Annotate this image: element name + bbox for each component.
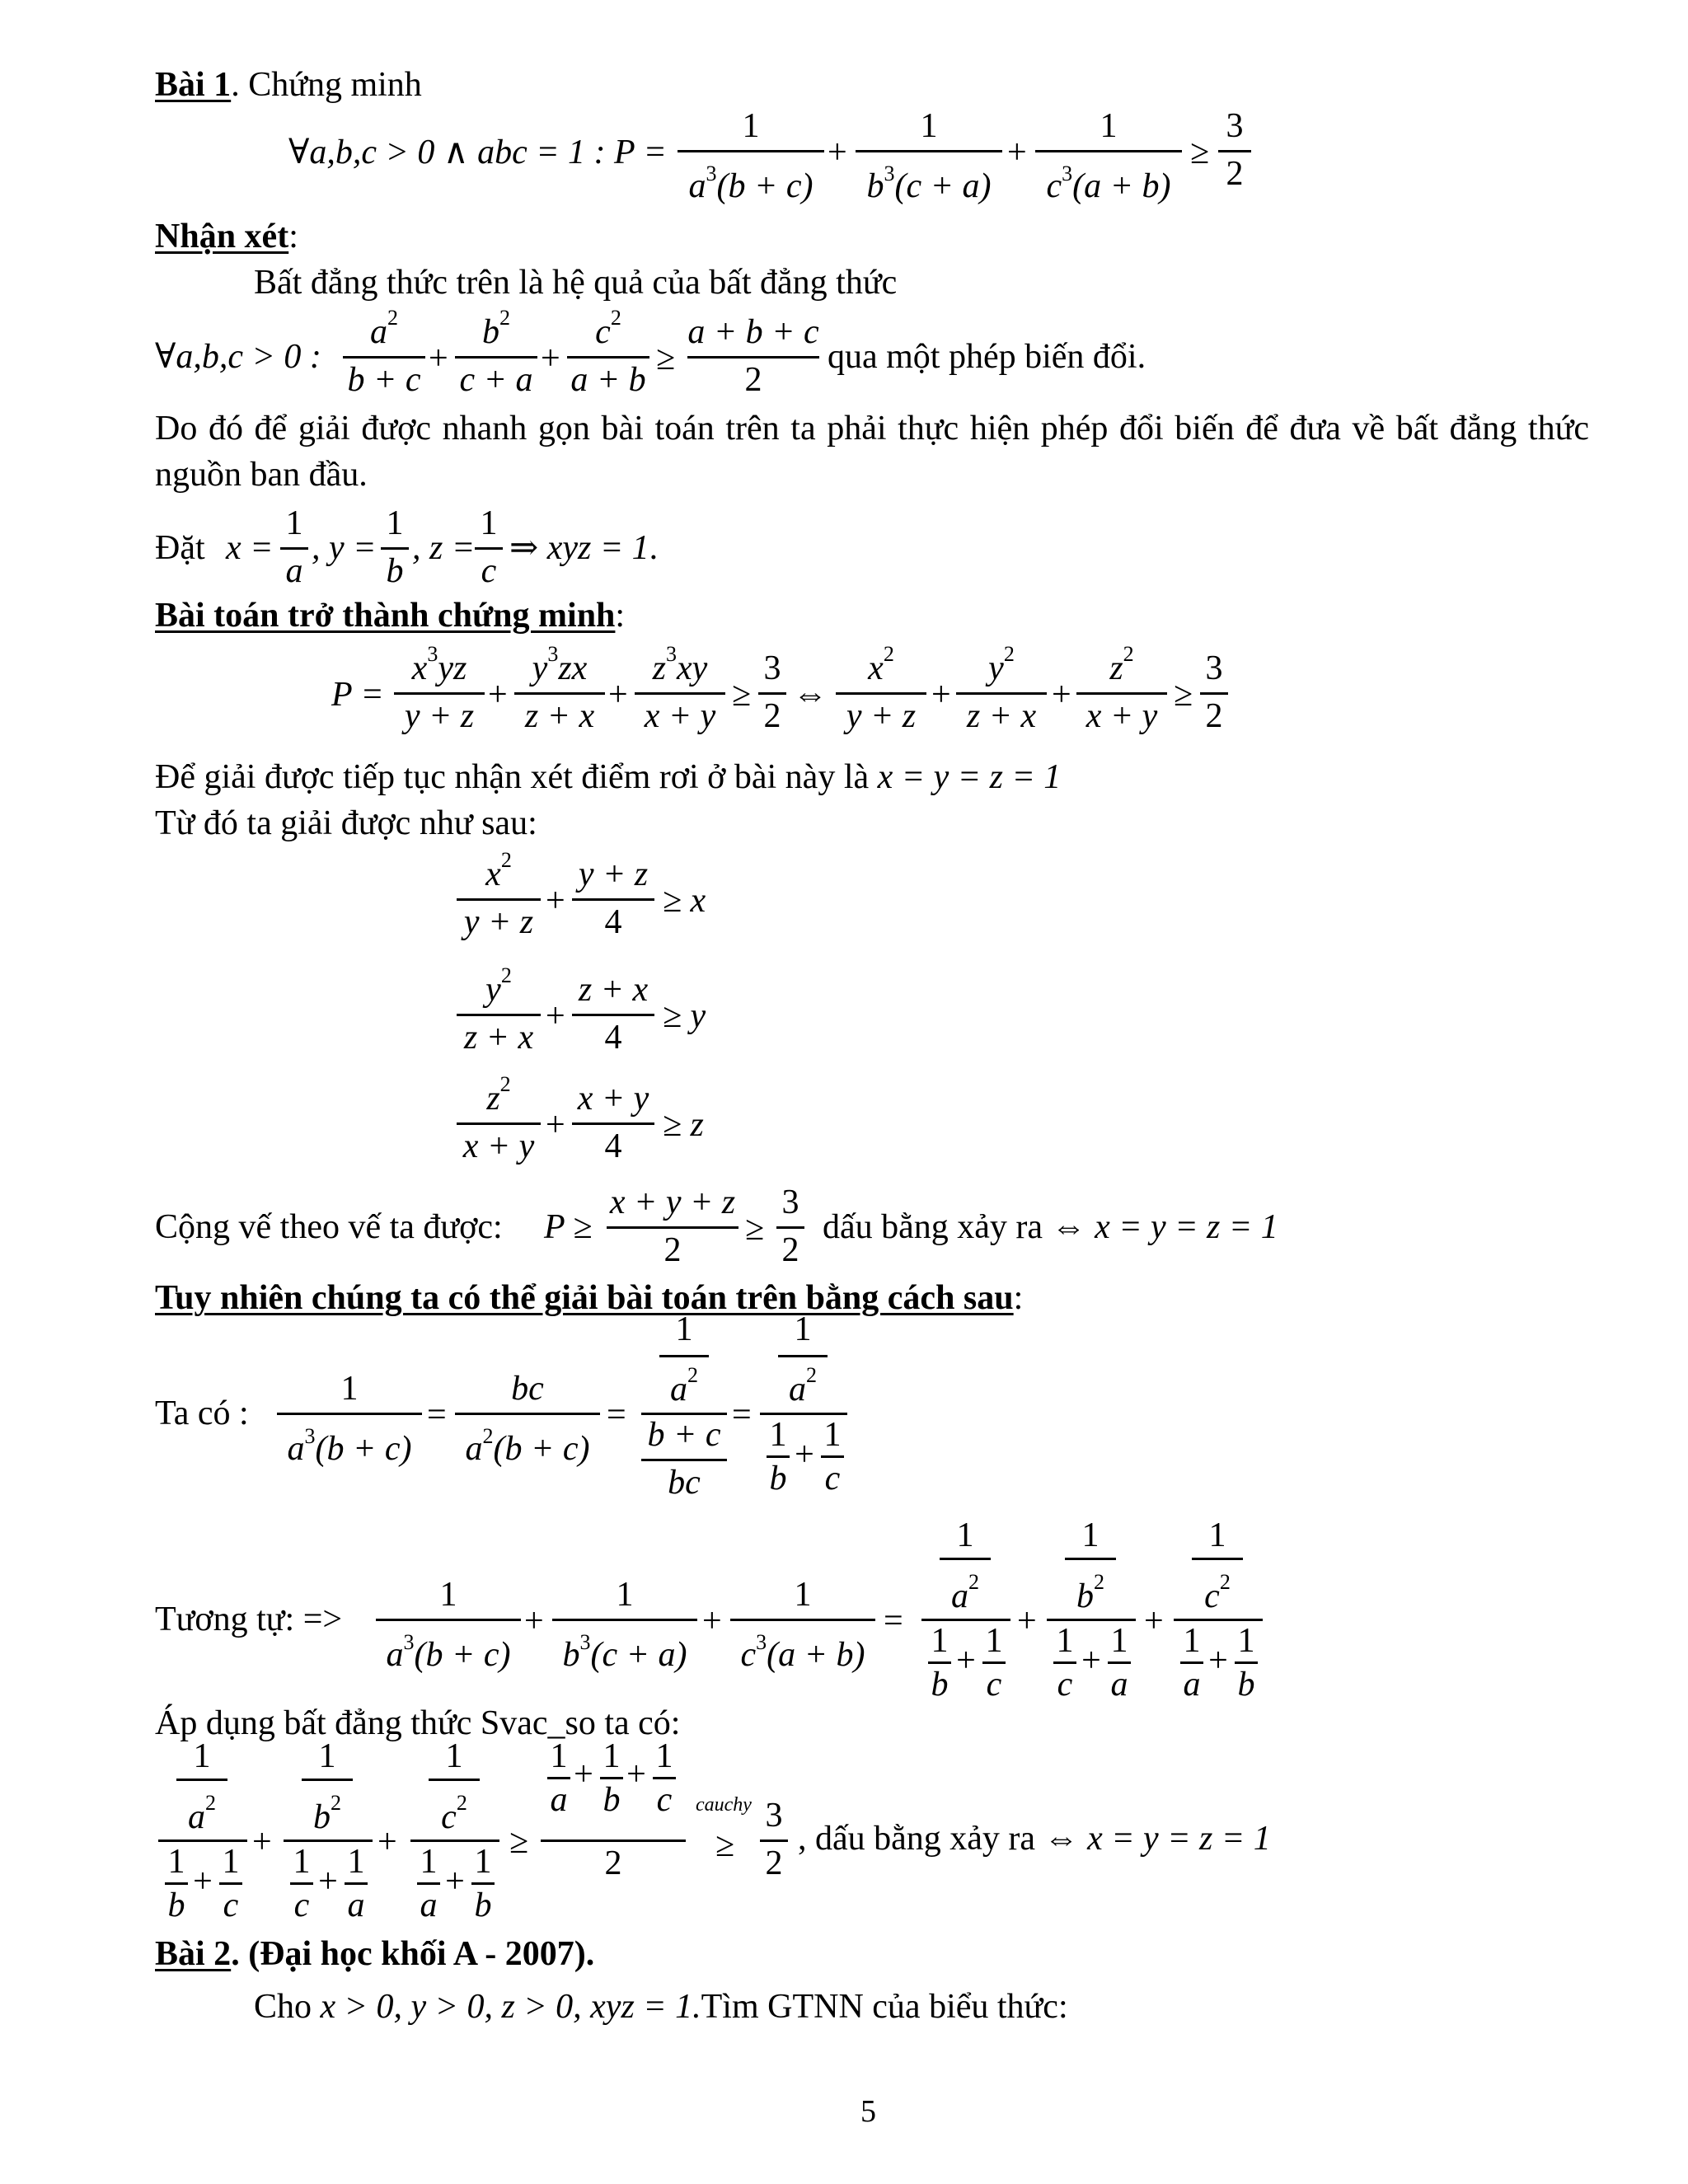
alternative-heading: Tuy nhiên chúng ta có thể giải bài toán trên bằng cách sau: [155, 1279, 1014, 1317]
tuongtu-label: Tương tự: =>: [155, 1601, 343, 1638]
nhanxet-formula-suffix: qua một phép biến đổi.: [828, 338, 1146, 376]
sum-suffix-text: dấu bằng xảy ra: [823, 1208, 1043, 1246]
transformed-heading-line: [155, 595, 625, 636]
page-number: 5: [860, 2094, 876, 2129]
nhanxet-paragraph: Do đó để giải được nhanh gọn bài toán trên ta phải thực hiện phép đổi biến để đưa về bất đẳng thức nguồn ban đầu.: [155, 410, 1589, 494]
taco-label: Ta có :: [155, 1394, 249, 1432]
sum-label: Cộng vế theo vế ta được:: [155, 1208, 503, 1246]
bai2-title-line: [155, 1933, 594, 1975]
nhanxet-line1: Bất đẳng thức trên là hệ quả của bất đẳng thức: [254, 264, 898, 302]
bai1-title: Bài 1: [155, 66, 232, 104]
sum-suffix: [823, 1207, 1278, 1248]
bai2-line: [254, 1986, 1068, 2027]
transformed-heading: Bài toán trở thành chứng minh: [155, 597, 616, 635]
tudo-line: Từ đó ta giải được như sau:: [155, 804, 537, 842]
bai1-title-rest: . Chứng minh: [231, 66, 422, 104]
final-eq: ⇔ x = y = z = 1: [1043, 1820, 1271, 1858]
bai2-cond: x > 0, y > 0, z > 0, xyz = 1.: [320, 1988, 701, 2026]
sum-eq: ⇔ x = y = z = 1: [1051, 1208, 1278, 1246]
diemroi-formula: x = y = z = 1: [877, 758, 1062, 796]
bai2-rest: Tìm GTNN của biểu thức:: [701, 1988, 1068, 2026]
diemroi-line: [155, 757, 1061, 798]
bai2-title: Bài 2: [155, 1935, 232, 1973]
nhanxet-heading: Nhận xét: [155, 218, 289, 255]
nhanxet-colon: :: [288, 218, 298, 255]
bai2-cho: Cho: [254, 1988, 312, 2026]
diemroi-text: Để giải được tiếp tục nhận xét điểm rơi ở bài này là: [155, 758, 870, 796]
alternative-heading-line: [155, 1277, 1023, 1319]
bai2-title-rest: . (Đại học khối A - 2007).: [231, 1935, 595, 1973]
final-suffix: [798, 1818, 1271, 1859]
final-suffix-text: , dấu bằng xảy ra: [798, 1820, 1036, 1858]
transformed-colon: :: [615, 597, 626, 635]
cauchy-label: cauchy: [696, 1794, 752, 1816]
apdung-line: Áp dụng bất đẳng thức Svac_so ta có:: [155, 1704, 681, 1742]
alternative-colon: :: [1013, 1279, 1024, 1317]
dat-label: Đặt: [155, 529, 205, 567]
nhanxet-heading-line: [155, 216, 298, 257]
bai1-title-line: [155, 64, 422, 105]
